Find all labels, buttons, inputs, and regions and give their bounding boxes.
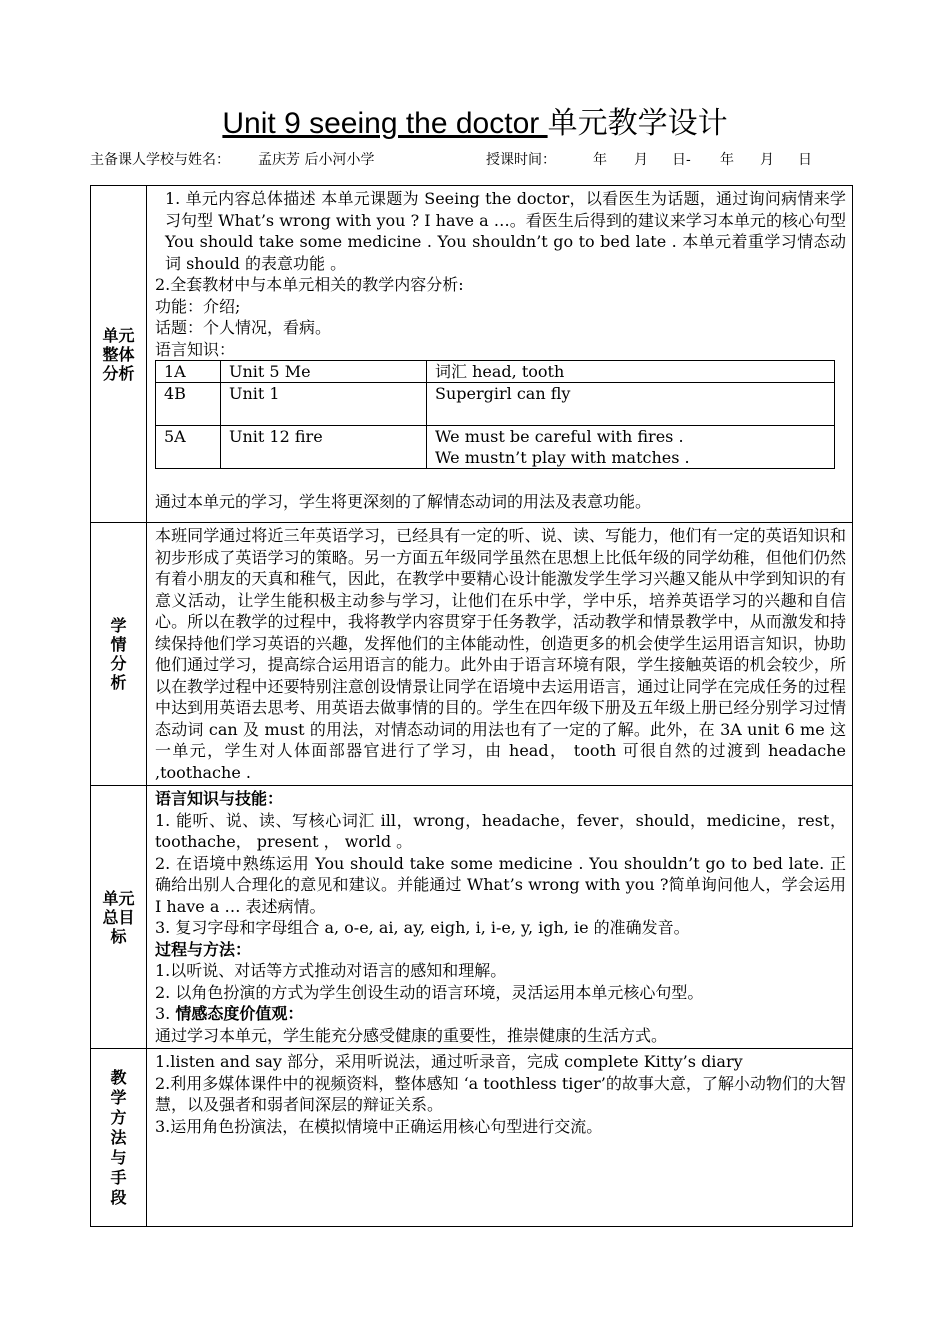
topic-line: 话题：个人情况，看病。 [155, 318, 332, 337]
author-name: 孟庆芳 后小河小学 [258, 152, 375, 168]
goal-heading-knowledge: 语言知识与技能： [155, 789, 284, 808]
date-month: 月 [634, 152, 648, 168]
table-row: 4B Unit 1 Supergirl can fly [156, 383, 835, 426]
goal-item: 3. 复习字母和字母组合 a, o-e, ai, ay, eigh, i, i-e, y, igh, ie 的准确发音。 [155, 918, 690, 937]
goal-heading-attitude: 3. 情感态度价值观： [155, 1004, 304, 1023]
section-teaching-methods [91, 1049, 853, 1227]
date-year2: 年 [720, 152, 734, 168]
unit-goals-content [147, 786, 853, 1049]
goal-item: 2. 以角色扮演的方式为学生创设生动的语言环境，灵活运用本单元核心句型。 [155, 982, 704, 1002]
section-unit-analysis [91, 186, 853, 523]
goal-item: 1.以听说、对话等方式推动对语言的感知和理解。 [155, 961, 507, 980]
materials-heading: 2.全套教材中与本单元相关的教学内容分析: [155, 275, 464, 294]
knowledge-line: 语言知识： [155, 339, 236, 359]
page-title [0, 104, 950, 144]
unit-description: 1. 单元内容总体描述 本单元课题为 Seeing the doctor，以看医生为话题，通过询问病情来学习句型 What’s wrong with you ? I have a …。看医生后得到的建议来学习本单元的核心句型 You should take some medicine . You shouldn’t go to bed late . 本单元着重学习情态动词 should 的表意功能 。 [165, 189, 846, 273]
goal-item: 1. 能听、说、读、写核心词汇 ill，wrong，headache，fever，should，medicine，rest，toothache， present ， world 。 [155, 810, 846, 851]
date-day: 日- [672, 152, 691, 168]
table-row: 1A Unit 5 Me 词汇 head, tooth [156, 361, 835, 383]
date-day2: 日 [798, 152, 812, 168]
unit-summary: 通过本单元的学习，学生将更深刻的了解情态动词的用法及表意功能。 [155, 492, 652, 511]
goal-heading-process: 过程与方法： [155, 939, 252, 959]
goal-item: 2. 在语境中熟练运用 You should take some medicine . You shouldn’t go to bed late. 正确给出别人合理化的意见和建议。并能通过 What’s wrong with you ?简单询问他人，学会运用 I have a … 表述病情。 [155, 853, 846, 916]
student-analysis-text: 本班同学通过将近三年英语学习，已经具有一定的听、说、读、写能力，他们有一定的英语知识和初步形成了英语学习的策略。另一方面五年级同学虽然在思想上比低年级的同学幼稚，但他们仍然有着小朋友的天真和稚气，因此，在教学中要精心设计能激发学生学习兴趣又能从中学到知识的有意义活动，让学生能积极主动参与学习，让他们在乐中学，学中乐，培养英语学习的兴趣和自信心。所以在教学的过程中，我将教学内容贯穿于任务教学，活动教学和情景教学中，从而激发和持续保持他们学习英语的兴趣，发挥他们的主体能动性，创造更多的机会使学生运用语言知识，协助他们通过学习，提高综合运用语言的能力。此外由于语言环境有限，学生接触英语的机会较少，所以在教学过程中还要特别注意创设情景让同学在语境中去运用语言，通过让同学在完成任务的过程中达到用英语去思考、用英语去做事情的目的。学生在四年级下册及五年级上册已经分别学习过情态动词 can 及 must 的用法，对情态动词的用法也有了一定的了解。此外，在 3A unit 6 me 这一单元，学生对人体面部器官进行了学习，由 head， tooth 可很自然的过渡到 headache ,toothache . [155, 526, 846, 782]
section-unit-goals [91, 786, 853, 1049]
student-analysis-label: 学 情 分 析 [91, 523, 147, 786]
date-year: 年 [593, 152, 607, 168]
method-item: 3.运用角色扮演法，在模拟情境中正确运用核心句型进行交流。 [155, 1116, 603, 1136]
unit-goals-label: 单元 总目 标 [91, 786, 147, 1049]
unit-analysis-content [147, 186, 853, 523]
teaching-methods-content [147, 1049, 853, 1227]
section-student-analysis [91, 523, 853, 786]
teaching-methods-label: 教 学 方 法 与 手 段 [91, 1049, 147, 1227]
title-en: Unit 9 seeing the doctor [222, 107, 548, 140]
related-content-table [155, 360, 835, 469]
method-item: 1.listen and say 部分，采用听说法，通过听录音，完成 complete Kitty’s diary [155, 1052, 743, 1071]
method-item: 2.利用多媒体课件中的视频资料，整体感知 ‘a toothless tiger’的故事大意，了解小动物们的大智慧，以及强者和弱者间深层的辩证关系。 [155, 1073, 846, 1114]
table-row: 5A Unit 12 fire We must be careful with fires . We mustn’t play with matches . [156, 426, 835, 469]
author-label: 主备课人学校与姓名： [90, 152, 230, 168]
unit-analysis-label: 单元 整体 分析 [91, 186, 147, 523]
goal-item: 通过学习本单元，学生能充分感受健康的重要性，推崇健康的生活方式。 [155, 1025, 668, 1045]
design-table [90, 185, 853, 1227]
student-analysis-content [147, 523, 853, 786]
function-line: 功能：介绍; [155, 296, 241, 316]
date-label: 授课时间： [486, 152, 556, 168]
date-month2: 月 [760, 152, 774, 168]
title-zh: 单元教学设计 [547, 106, 728, 141]
